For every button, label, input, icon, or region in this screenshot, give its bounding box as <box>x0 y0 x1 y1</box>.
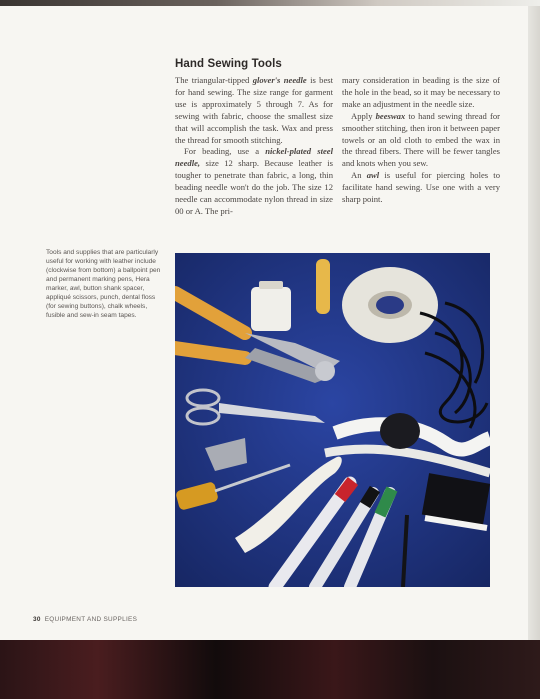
seam-tape-roll <box>342 267 438 343</box>
paragraph-glovers-needle: The triangular-tipped glover's needle is best for hand sewing. The size range for garment use is approximately 5 through 7. As for sewing with fabric, choose the smallest size that will accomplish the task. Wax and press the thread for smooth stitching. <box>175 75 334 145</box>
fusible-tape-spool <box>316 259 330 314</box>
text-column-2 <box>342 75 500 206</box>
paragraph-beading-needle: For beading, use a nickel-plated steel needle, size 12 sharp. Because leather is tougher to penetrate than fabric, a long, thin beading needle won't do the job. The size 12 needle can accommodate nylon thread in size 00 or A. The pri- <box>175 146 333 216</box>
tools-illustration <box>175 253 490 587</box>
paragraph-awl: An awl is useful for piercing holes to facilitate hand sewing. Use one with a very sharp point. <box>342 170 500 205</box>
paragraph-bead-hole: mary consideration in beading is the size of the hole in the bead, so it may be necessary to make an adjustment in the needle size. <box>342 75 500 109</box>
tools-photo <box>175 253 490 587</box>
background-below-page <box>0 640 540 699</box>
chalk-wheel <box>251 281 291 331</box>
page-number: 30 <box>33 616 41 623</box>
paragraph-beeswax: Apply beeswax to hand sewing thread for smoother stitching, then iron it between paper towels or an old cloth to embed the wax in the thread fibers. There will be fewer tangles and knots when you sew. <box>342 110 500 169</box>
photo-caption: Tools and supplies that are particularly useful for working with leather include (clockwise from bottom) a ballpoint pen and permanent marking pens, Hera marker, awl, button shank spacer, appliqué scissors, punch, dental floss (for sewing buttons), chalk wheels, fusible and sew-in seam tapes. <box>46 249 161 319</box>
section-title: Hand Sewing Tools <box>175 58 282 70</box>
footer-section-title: EQUIPMENT AND SUPPLIES <box>44 616 138 623</box>
button <box>380 413 420 449</box>
blue-cloth-background <box>175 253 490 587</box>
page-footer <box>33 616 137 623</box>
page-edge <box>528 6 540 640</box>
text-column-1 <box>175 75 333 218</box>
